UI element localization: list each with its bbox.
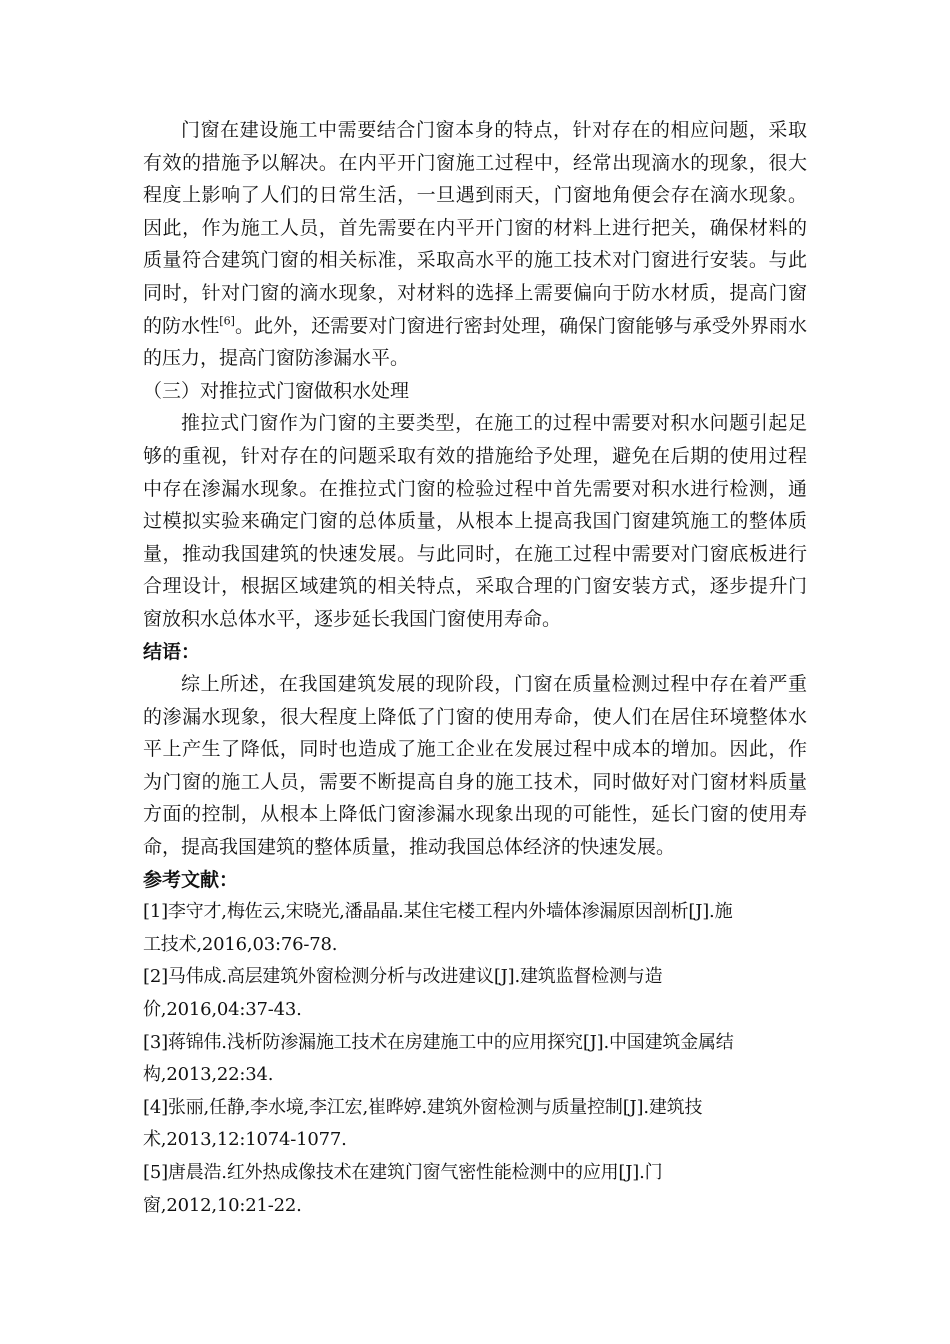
reference-item bbox=[143, 1157, 807, 1222]
conclusion-heading: 结语： bbox=[143, 640, 201, 663]
reference-list bbox=[143, 896, 807, 1222]
section-heading-sliding-window: （三）对推拉式门窗做积水处理 bbox=[143, 379, 410, 402]
paragraph-text: 门窗在建设施工中需要结合门窗本身的特点，针对存在的相应问题，采取有效的措施予以解决。在内平开门窗施工过程中，经常出现滴水的现象，很大程度上影响了人们的日常生活，一旦遇到雨天，门窗地角便会存在滴水现象。因此，作为施工人员，首先需要在内平开门窗的材料上进行把关，确保材料的质量符合建筑门窗的相关标准，采取高水平的施工技术对门窗进行安装。与此同时，针对门窗的滴水现象，对材料的选择上需要偏向于防水材质，提高门窗的防水性 bbox=[143, 119, 807, 337]
reference-item bbox=[143, 1092, 807, 1157]
reference-line: [2]马伟成.高层建筑外窗检测分析与改进建议[J].建筑监督检测与造 bbox=[143, 966, 663, 988]
reference-line: [4]张丽,任静,李水境,李江宏,崔晔婷.建筑外窗检测与质量控制[J].建筑技 bbox=[143, 1096, 703, 1118]
paragraph-conclusion: 综上所述，在我国建筑发展的现阶段，门窗在质量检测过程中存在着严重的渗漏水现象，很大程度上降低了门窗的使用寿命，使人们在居住环境整体水平上产生了降低，同时也造成了施工企业在发展过程中成本的增加。因此，作为门窗的施工人员，需要不断提高自身的施工技术，同时做好对门窗材料质量方面的控制，从根本上降低门窗渗漏水现象出现的可能性，延长门窗的使用寿命，提高我国建筑的整体质量，推动我国总体经济的快速发展。 bbox=[143, 673, 807, 859]
paragraph-sliding-window: 推拉式门窗作为门窗的主要类型，在施工的过程中需要对积水问题引起足够的重视，针对存在的问题采取有效的措施给予处理，避免在后期的使用过程中存在渗漏水现象。在推拉式门窗的检验过程中首先需要对积水进行检测，通过模拟实验来确定门窗的总体质量，从根本上提高我国门窗建筑施工的整体质量，推动我国建筑的快速发展。与此同时，在施工过程中需要对门窗底板进行合理设计，根据区域建筑的相关特点，采取合理的门窗安装方式，逐步提升门窗放积水总体水平，逐步延长我国门窗使用寿命。 bbox=[143, 412, 807, 630]
paragraph-inward-window-drip bbox=[143, 114, 807, 375]
citation-marker: [6] bbox=[219, 314, 235, 328]
reference-item bbox=[143, 1027, 807, 1092]
reference-line: 窗,2012,10:21-22. bbox=[143, 1194, 302, 1216]
reference-line: 术,2013,12:1074-1077. bbox=[143, 1129, 347, 1151]
reference-line: [3]蒋锦伟.浅析防渗漏施工技术在房建施工中的应用探究[J].中国建筑金属结 bbox=[143, 1031, 734, 1053]
reference-line: 构,2013,22:34. bbox=[143, 1064, 274, 1086]
paragraph-text-tail: 。此外，还需要对门窗进行密封处理，确保门窗能够与承受外界雨水的压力，提高门窗防渗漏水平。 bbox=[143, 314, 807, 370]
reference-item bbox=[143, 896, 807, 961]
reference-item bbox=[143, 961, 807, 1026]
reference-line: [5]唐晨浩.红外热成像技术在建筑门窗气密性能检测中的应用[J].门 bbox=[143, 1162, 663, 1183]
reference-line: 工技术,2016,03:76-78. bbox=[143, 933, 338, 955]
reference-line: 价,2016,04:37-43. bbox=[143, 999, 302, 1021]
references-heading: 参考文献： bbox=[143, 868, 239, 891]
document-page bbox=[143, 114, 807, 1222]
reference-line: [1]李守才,梅佐云,宋晓光,潘晶晶.某住宅楼工程内外墙体渗漏原因剖析[J].施 bbox=[143, 901, 733, 923]
